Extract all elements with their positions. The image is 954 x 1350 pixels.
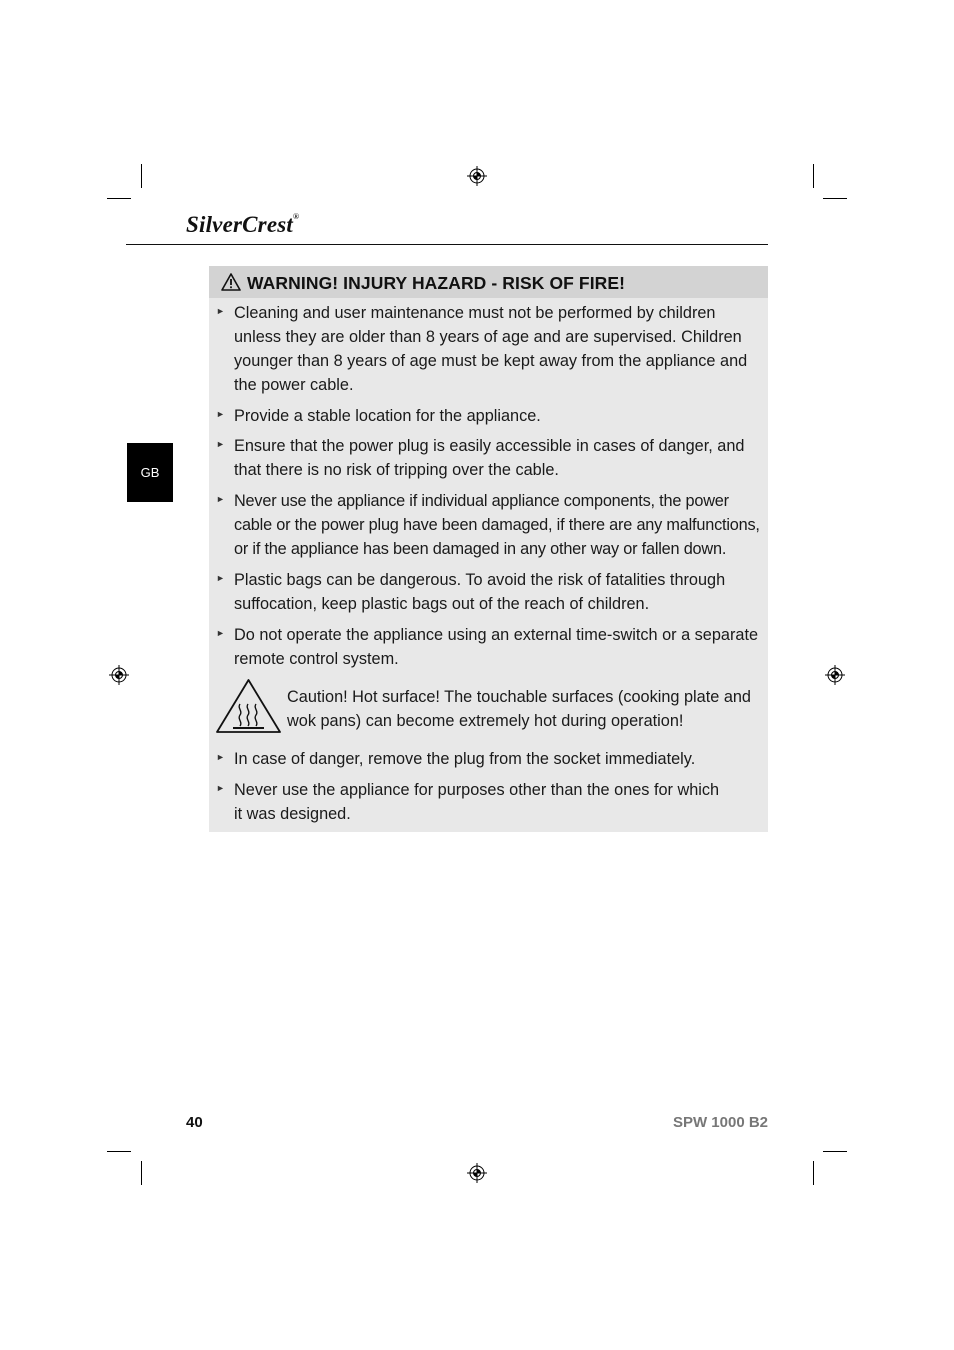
warning-box — [209, 266, 768, 832]
crop-mark — [823, 198, 847, 199]
registration-mark-icon — [467, 1163, 487, 1183]
list-item-text: Do not operate the appliance using an external time-switch or a separate remote control system. — [234, 626, 759, 668]
crop-mark — [141, 1161, 142, 1185]
arrow-bullet-icon: ► — [216, 306, 225, 316]
language-tab: GB — [127, 443, 173, 502]
registration-mark-icon — [467, 166, 487, 186]
list-item-text: Cleaning and user maintenance must not be performed by children unless they are older than 8 years of age and are supervised. Children younger than 8 years of age must be kept away from the appliance and the power cable. — [234, 304, 748, 394]
caution-text: Caution! Hot surface! The touchable surfaces (cooking plate and wok pans) can become extremely hot during operation! — [287, 688, 751, 730]
crop-mark — [107, 198, 131, 199]
arrow-bullet-icon: ► — [216, 628, 225, 638]
list-item-text: Provide a stable location for the appliance. — [234, 407, 541, 425]
list-item-text: Never use the appliance if individual appliance components, the power cable or the power plug have been damaged, if there are any malfunctions, or if the appliance has been damaged in any other way or fallen down. — [234, 492, 760, 558]
arrow-bullet-icon: ► — [216, 783, 225, 793]
warning-header — [209, 266, 768, 298]
crop-mark — [823, 1151, 847, 1152]
model-number: SPW 1000 B2 — [672, 1114, 768, 1131]
arrow-bullet-icon: ► — [216, 409, 225, 419]
registered-mark: ® — [292, 212, 300, 221]
arrow-bullet-icon: ► — [216, 752, 225, 762]
crop-mark — [813, 164, 814, 188]
crop-mark — [813, 1161, 814, 1185]
registration-mark-icon — [109, 665, 129, 685]
hot-surface-icon — [215, 678, 282, 734]
crop-mark — [141, 164, 142, 188]
warning-triangle-icon — [221, 273, 241, 291]
arrow-bullet-icon: ► — [216, 439, 225, 449]
warning-title: WARNING! INJURY HAZARD - RISK OF FIRE! — [247, 273, 626, 293]
registration-mark-icon — [825, 665, 845, 685]
list-item-text: In case of danger, remove the plug from the socket immediately. — [234, 750, 696, 768]
crop-mark — [107, 1151, 131, 1152]
page-number: 40 — [186, 1114, 203, 1131]
arrow-bullet-icon: ► — [216, 494, 225, 504]
arrow-bullet-icon: ► — [216, 573, 225, 583]
list-item-text: Ensure that the power plug is easily accessible in cases of danger, and that there is no risk of tripping over the cable. — [234, 437, 745, 479]
list-item-text: Never use the appliance for purposes other than the ones for which it was designed. — [234, 781, 720, 823]
header-rule — [126, 244, 768, 245]
brand-logo: SilverCrest® — [186, 212, 300, 237]
list-item-text: Plastic bags can be dangerous. To avoid the risk of fatalities through suffocation, keep plastic bags out of the reach of children. — [234, 571, 726, 613]
